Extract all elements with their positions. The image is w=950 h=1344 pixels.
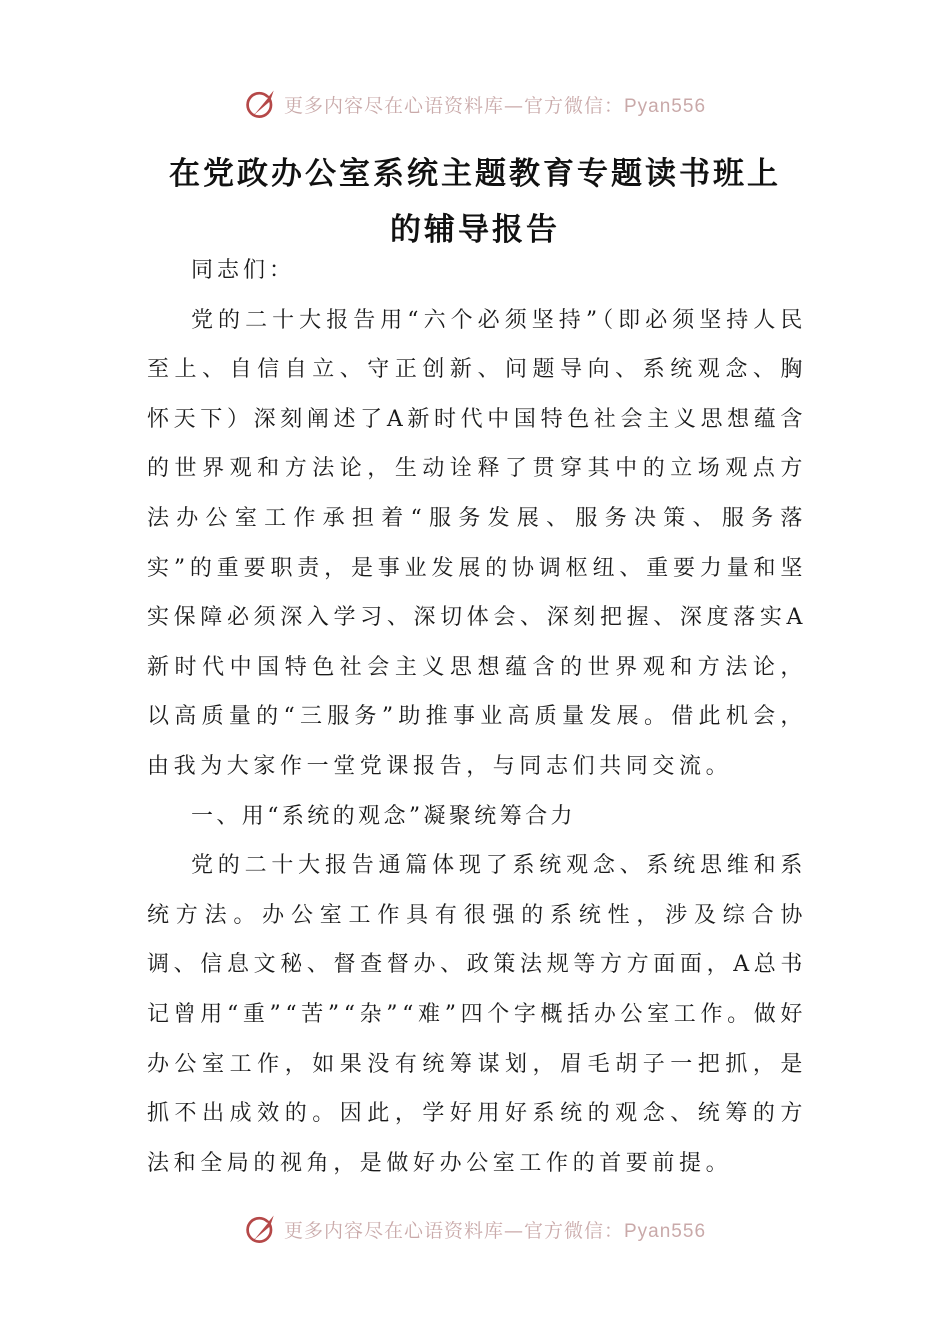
quill-logo-icon [244, 86, 280, 122]
document-body [147, 246, 807, 1188]
watermark-text: 更多内容尽在心语资料库—官方微信：Pyan556 [283, 94, 707, 117]
title-line-2: 的辅导报告 [390, 212, 560, 248]
paragraph-1: 党的二十大报告用“六个必须坚持”（即必须坚持人民至上、自信自立、守正创新、问题导向、系统观念、胸怀天下）深刻阐述了A新时代中国特色社会主义思想蕴含的世界观和方法论，生动诠释了贯穿其中的立场观点方法办公室工作承担着“服务发展、服务决策、服务落实”的重要职责，是事业发展的协调枢纽、重要力量和坚实保障必须深入学习、深切体会、深刻把握、深度落实A新时代中国特色社会主义思想蕴含的世界观和方法论，以高质量的“三服务”助推事业高质量发展。借此机会，由我为大家作一堂党课报告，与同志们共同交流。 [147, 307, 807, 779]
paragraph-2: 党的二十大报告通篇体现了系统观念、系统思维和系统方法。办公室工作具有很强的系统性，涉及综合协调、信息文秘、督查督办、政策法规等方方面面，A总书记曾用“重”“苦”“杂”“难”四个字概括办公室工作。做好办公室工作，如果没有统筹谋划，眉毛胡子一把抓，是抓不出成效的。因此，学好用好系统的观念、统筹的方法和全局的视角，是做好办公室工作的首要前提。 [147, 853, 807, 1176]
watermark-header [0, 84, 950, 124]
watermark-text: 更多内容尽在心语资料库—官方微信：Pyan556 [283, 1219, 707, 1242]
watermark-footer [0, 1209, 950, 1249]
document-title [0, 146, 950, 258]
title-line-1: 在党政办公室系统主题教育专题读书班上 [169, 156, 781, 192]
greeting: 同志们： [191, 258, 296, 283]
section-heading-1: 一、用“系统的观念”凝聚统筹合力 [191, 803, 576, 829]
quill-logo-icon [244, 1211, 280, 1247]
